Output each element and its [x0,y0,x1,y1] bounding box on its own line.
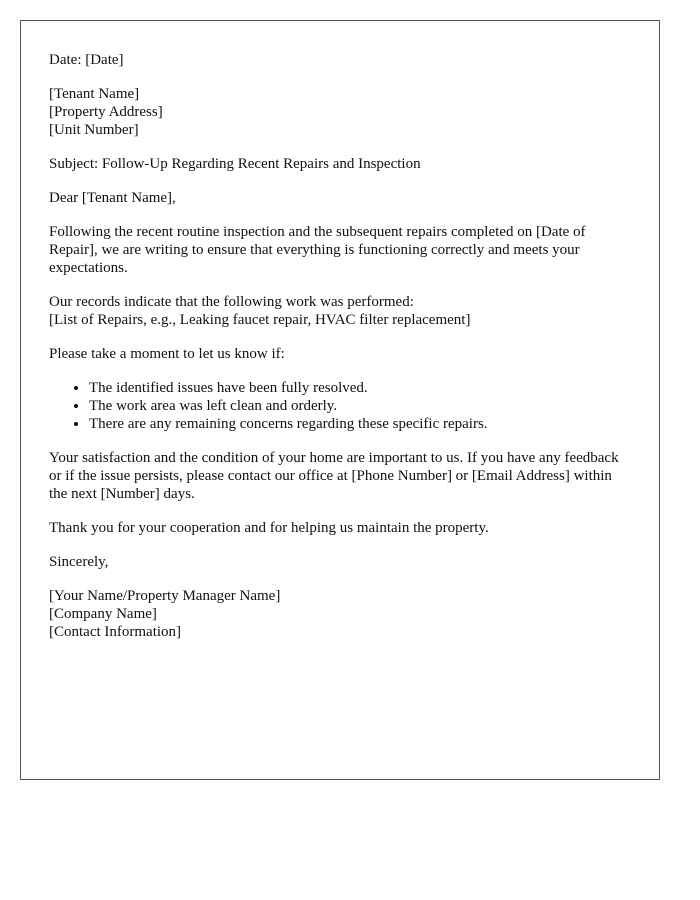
checklist [49,379,631,433]
recipient-address: [Property Address] [49,104,163,120]
recipient-name: [Tenant Name] [49,86,140,102]
records-block [49,293,631,329]
thanks-paragraph: Thank you for your cooperation and for helping us maintain the property. [49,520,489,536]
checklist-item: • The work area was left clean and orderly. [89,397,631,415]
signature-block [49,587,631,641]
signature-name: [Your Name/Property Manager Name] [49,588,281,604]
feedback-paragraph: Your satisfaction and the condition of your home are important to us. If you have any feedback or if the issue persists, please contact our office at [Phone Number] or [Email Address] within the next [Number] days. [49,450,619,502]
letter-document [20,20,660,780]
signature-contact: [Contact Information] [49,624,182,640]
closing: Sincerely, [49,554,109,570]
checklist-item: • There are any remaining concerns regarding these specific repairs. [89,415,631,433]
subject-line: Subject: Follow-Up Regarding Recent Repairs and Inspection [49,156,421,172]
checklist-item: • The identified issues have been fully resolved. [89,379,631,397]
repairs-list: [List of Repairs, e.g., Leaking faucet repair, HVAC filter replacement] [49,312,471,328]
signature-company: [Company Name] [49,606,157,622]
salutation: Dear [Tenant Name], [49,190,176,206]
request-paragraph: Please take a moment to let us know if: [49,346,285,362]
records-intro: Our records indicate that the following work was performed: [49,294,414,310]
date-line: Date: [Date] [49,52,124,68]
intro-paragraph: Following the recent routine inspection and the subsequent repairs completed on [Date of Repair], we are writing to ensure that everything is functioning correctly and meets your expectations. [49,224,586,276]
recipient-unit: [Unit Number] [49,122,139,138]
recipient-block [49,85,631,139]
